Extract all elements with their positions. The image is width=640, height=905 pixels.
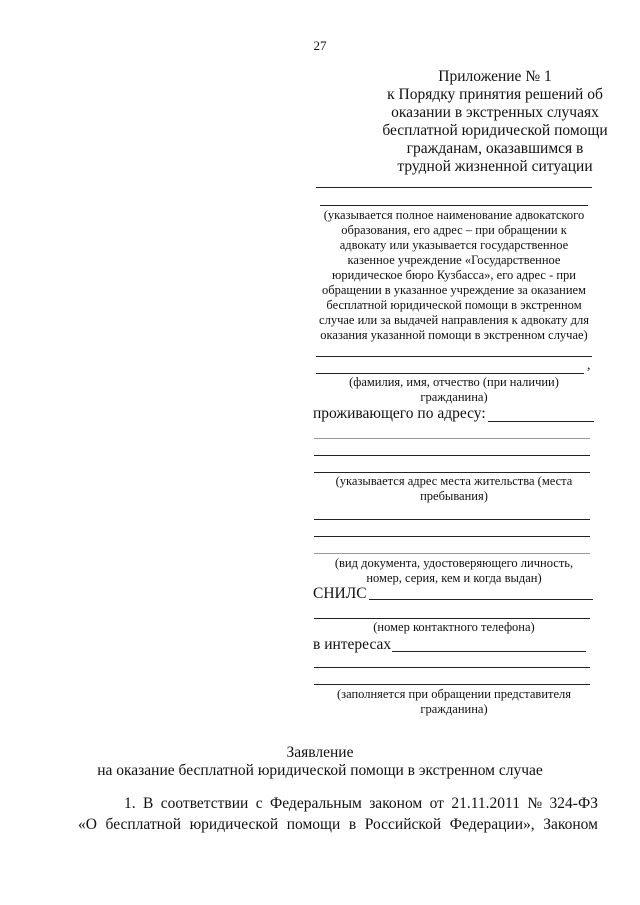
paragraph-word: Законом (543, 816, 598, 833)
paragraph-word: В (143, 795, 154, 812)
address-fill-line[interactable] (314, 455, 590, 456)
appendix-line: трудной жизненной ситуации (397, 158, 593, 175)
name-note-line: гражданина) (420, 390, 488, 404)
paragraph (78, 793, 598, 835)
org-note-line: (указывается полное наименование адвокатского (323, 208, 585, 222)
interests-label: в интересах (313, 636, 392, 653)
paragraph-word: 1. (124, 795, 136, 812)
paragraph-word: Российской (364, 816, 442, 833)
paragraph-line (78, 814, 598, 835)
org-note-line: юридическое бюро Кузбасса», его адрес - при (332, 268, 576, 282)
snils-fill-line[interactable] (369, 599, 593, 600)
appendix-line: гражданам, оказавшимся в (406, 140, 584, 157)
interests-fill-line[interactable] (314, 667, 590, 668)
paragraph-word: законом (369, 795, 423, 812)
address-note-line: пребывания) (420, 489, 488, 503)
name-comma: , (587, 358, 591, 373)
document-fill-line[interactable] (314, 536, 590, 537)
appendix-line: оказании в экстренных случаях (391, 104, 599, 121)
org-note-line: случае или за выдачей направления к адвокату для (319, 313, 589, 327)
application-title: Заявление (286, 744, 354, 761)
paragraph-word: № (527, 795, 543, 812)
paragraph-word: соответствии (160, 795, 249, 812)
paragraph-word: бесплатной (105, 816, 181, 833)
name-note-line: (фамилия, имя, отчество (при наличии) (349, 375, 559, 389)
org-note (312, 208, 596, 343)
paragraph-word: 21.11.2011 (451, 795, 520, 812)
org-fill-line[interactable] (320, 205, 588, 206)
org-note-line: адвокату или указывается государственное (339, 238, 569, 252)
address-fill-line[interactable] (314, 438, 590, 439)
document-note-line: (вид документа, удостоверяющего личность, (334, 556, 574, 570)
interests-fill-line[interactable] (314, 684, 590, 685)
paragraph-word: в (348, 816, 357, 833)
document-fill-line[interactable] (314, 519, 590, 520)
interests-fill-line[interactable] (392, 651, 586, 652)
address-fill-line[interactable] (314, 472, 590, 473)
document-note-line: номер, серия, кем и когда выдан) (366, 571, 542, 585)
paragraph-word: Федерации», (449, 816, 535, 833)
representative-note (312, 687, 596, 717)
representative-note-line: гражданина) (420, 702, 488, 716)
address-fill-line[interactable] (488, 421, 594, 422)
appendix-line: к Порядку принятия решений об (387, 86, 603, 103)
name-fill-line[interactable] (316, 373, 584, 374)
application-subtitle: на оказание бесплатной юридической помощи в экстренном случае (97, 762, 543, 779)
org-note-line: оказания указанной помощи в экстренном случае) (320, 328, 588, 342)
org-note-line: казенное учреждение «Государственное (347, 253, 561, 267)
address-label: проживающего по адресу: (313, 405, 486, 422)
paragraph-word: 324-ФЗ (549, 795, 598, 812)
org-note-line: бесплатной юридической помощи в экстренном (326, 298, 582, 312)
phone-note: (номер контактного телефона) (373, 620, 535, 634)
snils-label: СНИЛС (313, 585, 367, 602)
org-note-line: обращении в указанное учреждение за оказанием (322, 283, 586, 297)
org-fill-line[interactable] (316, 187, 592, 188)
name-fill-line[interactable] (316, 356, 592, 357)
appendix-header (360, 68, 630, 176)
paragraph-word: с (255, 795, 263, 812)
page-number: 27 (313, 38, 327, 53)
name-note (312, 375, 596, 405)
address-note-line: (указывается адрес места жительства (места (335, 474, 573, 488)
paragraph-word: Федеральным (270, 795, 362, 812)
paragraph-word: юридической (189, 816, 279, 833)
org-note-line: образования, его адрес – при обращении к (341, 223, 567, 237)
document-note (312, 556, 596, 586)
paragraph-word: «О (78, 816, 97, 833)
phone-fill-line[interactable] (314, 618, 590, 619)
paragraph-word: от (429, 795, 444, 812)
paragraph-line (124, 793, 598, 814)
document-fill-line[interactable] (314, 553, 590, 554)
address-note (312, 474, 596, 504)
representative-note-line: (заполняется при обращении представителя (336, 687, 572, 701)
appendix-line: бесплатной юридической помощи (382, 122, 608, 139)
paragraph-word: помощи (286, 816, 341, 833)
appendix-line: Приложение № 1 (438, 68, 552, 85)
